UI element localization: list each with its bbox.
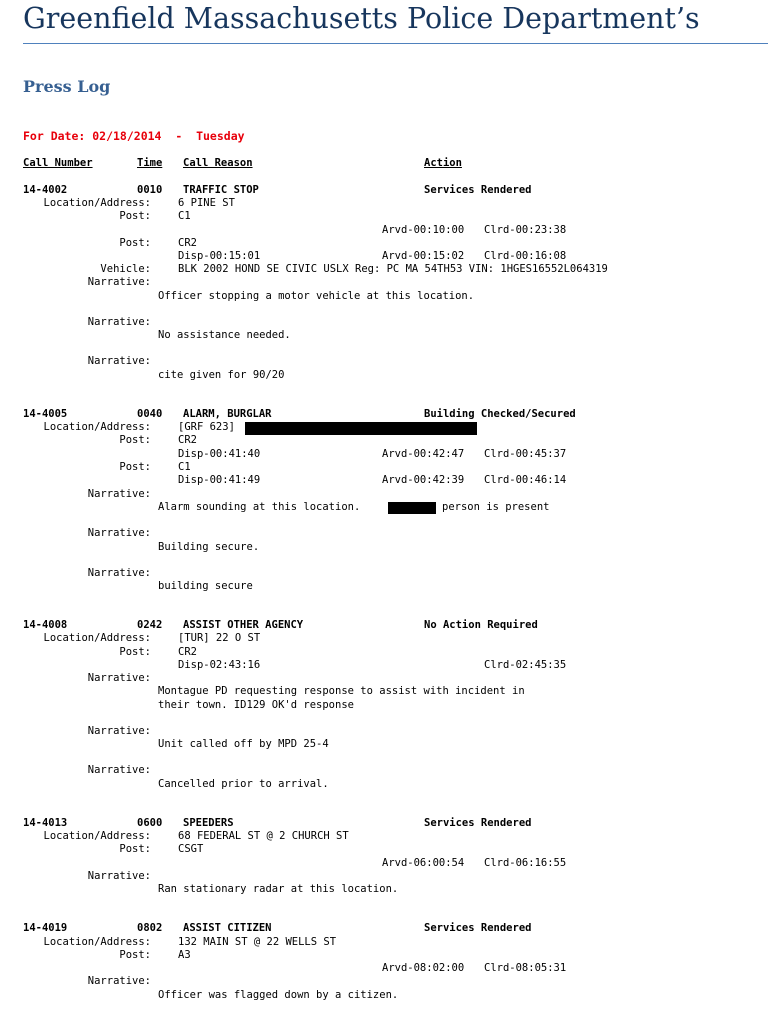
- narrative-label: Narrative:: [87, 316, 151, 328]
- call-time: 0242: [137, 619, 163, 631]
- arrived-time: Arvd-00:15:02: [382, 250, 465, 262]
- call-action: No Action Required: [424, 619, 538, 631]
- post-label: Post:: [119, 646, 151, 658]
- post-value: C1: [178, 461, 191, 473]
- narrative-text: Montague PD requesting response to assist with incident in: [158, 685, 525, 697]
- post-label: Post:: [119, 843, 151, 855]
- narrative-label: Narrative:: [87, 488, 151, 500]
- narrative-label: Narrative:: [87, 527, 151, 539]
- narrative-text: Officer stopping a motor vehicle at this location.: [158, 290, 475, 302]
- cleared-time: Clrd-00:16:08: [484, 250, 567, 262]
- post-label: Post:: [119, 237, 151, 249]
- narrative-label: Narrative:: [87, 567, 151, 579]
- location-label: Location/Address:: [43, 936, 151, 948]
- narrative-text: Ran stationary radar at this location.: [158, 883, 399, 895]
- post-label: Post:: [119, 210, 151, 222]
- call-time: 0600: [137, 817, 163, 829]
- call-number: 14-4002: [23, 184, 68, 196]
- redaction-bar: [245, 422, 477, 435]
- arrived-time: Arvd-08:02:00: [382, 962, 465, 974]
- call-time: 0802: [137, 922, 163, 934]
- arrived-time: Arvd-00:10:00: [382, 224, 465, 236]
- vehicle-label: Vehicle:: [100, 263, 151, 275]
- date-line: For Date: 02/18/2014 - Tuesday: [23, 129, 245, 143]
- narrative-text: Alarm sounding at this location.: [158, 501, 361, 513]
- dispatched-time: Disp-00:41:40: [178, 448, 261, 460]
- narrative-label: Narrative:: [87, 276, 151, 288]
- call-number: 14-4013: [23, 817, 68, 829]
- location-value: 68 FEDERAL ST @ 2 CHURCH ST: [178, 830, 349, 842]
- call-number: 14-4008: [23, 619, 68, 631]
- cleared-time: Clrd-02:45:35: [484, 659, 567, 671]
- narrative-label: Narrative:: [87, 672, 151, 684]
- narrative-text: Officer was flagged down by a citizen.: [158, 989, 399, 1001]
- cleared-time: Clrd-00:46:14: [484, 474, 567, 486]
- post-label: Post:: [119, 461, 151, 473]
- page-title: Greenfield Massachusetts Police Department’s: [23, 2, 700, 35]
- arrived-time: Arvd-00:42:47: [382, 448, 465, 460]
- page-subtitle: Press Log: [23, 77, 111, 96]
- column-header-time: Time: [137, 157, 163, 169]
- cleared-time: Clrd-00:23:38: [484, 224, 567, 236]
- call-action: Building Checked/Secured: [424, 408, 576, 420]
- location-value: [GRF 623]: [178, 421, 235, 433]
- post-value: C1: [178, 210, 191, 222]
- column-header-call-number: Call Number: [23, 157, 93, 169]
- location-label: Location/Address:: [43, 197, 151, 209]
- column-header-action: Action: [424, 157, 462, 169]
- location-value: 6 PINE ST: [178, 197, 235, 209]
- cleared-time: Clrd-00:45:37: [484, 448, 567, 460]
- post-value: CR2: [178, 434, 197, 446]
- cleared-time: Clrd-08:05:31: [484, 962, 567, 974]
- narrative-label: Narrative:: [87, 975, 151, 987]
- call-action: Services Rendered: [424, 817, 532, 829]
- arrived-time: Arvd-06:00:54: [382, 857, 465, 869]
- post-value: CR2: [178, 237, 197, 249]
- cleared-time: Clrd-06:16:55: [484, 857, 567, 869]
- narrative-label: Narrative:: [87, 870, 151, 882]
- redaction-bar: [388, 502, 436, 514]
- narrative-text: cite given for 90/20: [158, 369, 285, 381]
- dispatched-time: Disp-00:15:01: [178, 250, 261, 262]
- post-value: CR2: [178, 646, 197, 658]
- arrived-time: Arvd-00:42:39: [382, 474, 465, 486]
- narrative-label: Narrative:: [87, 355, 151, 367]
- call-reason: SPEEDERS: [183, 817, 234, 829]
- call-time: 0040: [137, 408, 163, 420]
- location-value: [TUR] 22 O ST: [178, 632, 261, 644]
- post-label: Post:: [119, 949, 151, 961]
- post-label: Post:: [119, 434, 151, 446]
- call-reason: ASSIST OTHER AGENCY: [183, 619, 304, 631]
- dispatched-time: Disp-02:43:16: [178, 659, 261, 671]
- narrative-label: Narrative:: [87, 725, 151, 737]
- call-time: 0010: [137, 184, 163, 196]
- narrative-label: Narrative:: [87, 764, 151, 776]
- call-action: Services Rendered: [424, 184, 532, 196]
- post-value: A3: [178, 949, 191, 961]
- narrative-text: person is present: [442, 501, 550, 513]
- dispatched-time: Disp-00:41:49: [178, 474, 261, 486]
- call-number: 14-4005: [23, 408, 68, 420]
- call-number: 14-4019: [23, 922, 68, 934]
- title-rule: [23, 43, 768, 44]
- location-label: Location/Address:: [43, 830, 151, 842]
- narrative-text: building secure: [158, 580, 253, 592]
- location-label: Location/Address:: [43, 632, 151, 644]
- vehicle-value: BLK 2002 HOND SE CIVIC USLX Reg: PC MA 54TH53 VIN: 1HGES16552L064319: [178, 263, 608, 275]
- call-reason: TRAFFIC STOP: [183, 184, 259, 196]
- narrative-text: Cancelled prior to arrival.: [158, 778, 329, 790]
- location-value: 132 MAIN ST @ 22 WELLS ST: [178, 936, 337, 948]
- post-value: CSGT: [178, 843, 204, 855]
- call-reason: ALARM, BURGLAR: [183, 408, 272, 420]
- call-reason: ASSIST CITIZEN: [183, 922, 272, 934]
- narrative-text: their town. ID129 OK'd response: [158, 699, 354, 711]
- call-action: Services Rendered: [424, 922, 532, 934]
- location-label: Location/Address:: [43, 421, 151, 433]
- column-header-call-reason: Call Reason: [183, 157, 253, 169]
- narrative-text: Unit called off by MPD 25-4: [158, 738, 329, 750]
- narrative-text: No assistance needed.: [158, 329, 291, 341]
- narrative-text: Building secure.: [158, 541, 260, 553]
